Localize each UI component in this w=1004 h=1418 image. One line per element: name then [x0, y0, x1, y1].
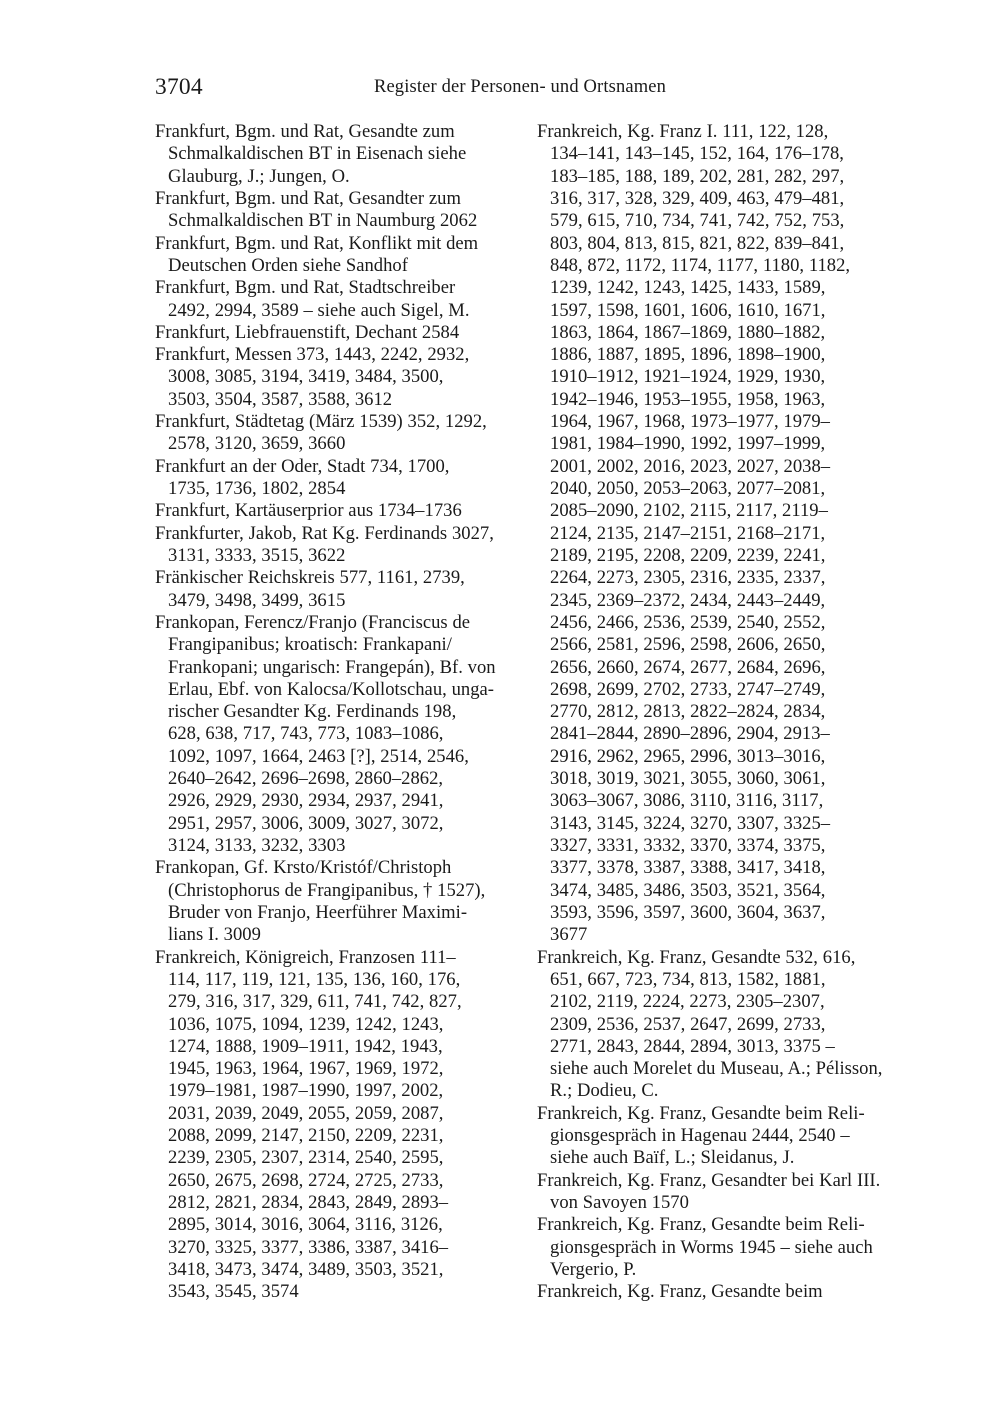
entry-line: Frankreich, Kg. Franz, Gesandter bei Karl III.: [537, 1169, 881, 1191]
entry-frankreich-kg-franz-gesandter-karl-iii-savoyen: [537, 1170, 907, 1215]
entry-line: siehe auch Morelet du Museau, A.; Pélisson,: [550, 1058, 883, 1080]
entry-line: 1092, 1097, 1664, 2463 [?], 2514, 2546,: [168, 745, 469, 767]
entry-line: lians I. 3009: [168, 924, 261, 946]
entry-frankfurt-kartaeuserprior: [155, 500, 525, 522]
entry-frankreich-kg-franz-gesandte-worms: [537, 1214, 907, 1281]
entry-line: 3327, 3331, 3332, 3370, 3374, 3375,: [550, 835, 826, 856]
entry-frankreich-kg-franz-gesandte-beim: [537, 1281, 907, 1303]
entry-line: 3270, 3325, 3377, 3386, 3387, 3416–: [168, 1236, 449, 1258]
entry-frankfurt-bgm-rat-gesandte-eisenach: [155, 121, 525, 188]
entry-line: 3131, 3333, 3515, 3622: [168, 544, 346, 566]
entry-line: Frankfurt, Bgm. und Rat, Gesandter zum: [155, 187, 461, 209]
entry-fraenkischer-reichskreis: [155, 567, 525, 612]
entry-line: 1910–1912, 1921–1924, 1929, 1930,: [550, 366, 826, 388]
entry-line: Frankreich, Kg. Franz, Gesandte beim: [537, 1281, 823, 1303]
entry-line: 2926, 2929, 2930, 2934, 2937, 2941,: [168, 790, 444, 812]
entry-line: 3418, 3473, 3474, 3489, 3503, 3521,: [168, 1258, 444, 1280]
entry-line: 3018, 3019, 3021, 3055, 3060, 3061,: [550, 768, 826, 790]
entry-frankopan-ferencz-franjo: [155, 612, 525, 857]
entry-line: 2189, 2195, 2208, 2209, 2239, 2241,: [550, 544, 826, 566]
entry-line: Frankfurt, Städtetag (März 1539) 352, 1292,: [155, 411, 487, 433]
entry-line: 1735, 1736, 1802, 2854: [168, 478, 346, 499]
entry-frankfurt-liebfrauenstift-dechant: [155, 322, 525, 344]
entry-line: 3124, 3133, 3232, 3303: [168, 835, 346, 856]
entry-line: 1036, 1075, 1094, 1239, 1242, 1243,: [168, 1013, 444, 1035]
entry-line: siehe auch Baïf, L.; Sleidanus, J.: [550, 1147, 795, 1169]
entry-line: Frankfurt, Bgm. und Rat, Stadtschreiber: [155, 277, 456, 299]
entry-line: Frankfurter, Jakob, Rat Kg. Ferdinands 3027,: [155, 522, 494, 544]
entry-line: gionsgespräch in Worms 1945 – siehe auch: [550, 1236, 873, 1258]
entry-line: 2841–2844, 2890–2896, 2904, 2913–: [550, 723, 830, 745]
entry-line: 2102, 2119, 2224, 2273, 2305–2307,: [550, 991, 825, 1013]
entry-line: 579, 615, 710, 734, 741, 742, 752, 753,: [550, 210, 845, 232]
entry-line: 2001, 2002, 2016, 2023, 2027, 2038–: [550, 455, 831, 477]
entry-line: (Christophorus de Frangipanibus, † 1527),: [168, 879, 486, 901]
entry-line: Frankopan, Gf. Krsto/Kristóf/Christoph: [155, 857, 452, 879]
entry-line: 2309, 2536, 2537, 2647, 2699, 2733,: [550, 1013, 826, 1035]
entry-line: 2770, 2812, 2813, 2822–2824, 2834,: [550, 701, 826, 723]
entry-line: 2124, 2135, 2147–2151, 2168–2171,: [550, 522, 826, 544]
entry-line: 2456, 2466, 2536, 2539, 2540, 2552,: [550, 611, 826, 633]
entry-line: Frankopani; ungarisch: Frangepán), Bf. von: [168, 656, 496, 678]
entry-line: 1981, 1984–1990, 1992, 1997–1999,: [550, 433, 826, 455]
entry-line: 2566, 2581, 2596, 2598, 2606, 2650,: [550, 634, 826, 656]
entry-line: 3593, 3596, 3597, 3600, 3604, 3637,: [550, 901, 826, 923]
entry-line: 2812, 2821, 2834, 2843, 2849, 2893–: [168, 1192, 449, 1213]
entry-line: 183–185, 188, 189, 202, 281, 282, 297,: [550, 165, 845, 187]
entry-line: Frankreich, Kg. Franz, Gesandte beim Reli-: [537, 1102, 865, 1124]
entry-frankreich-koenigreich-franzosen: [155, 947, 525, 1304]
entry-line: 2492, 2994, 3589 – siehe auch Sigel, M.: [168, 299, 470, 321]
entry-line: Schmalkaldischen BT in Naumburg 2062: [168, 210, 478, 232]
entry-frankfurt-messen: [155, 344, 525, 411]
entry-line: 2031, 2039, 2049, 2055, 2059, 2087,: [168, 1102, 444, 1124]
entry-line: 1886, 1887, 1895, 1896, 1898–1900,: [550, 344, 826, 366]
entry-line: 1945, 1963, 1964, 1967, 1969, 1972,: [168, 1058, 444, 1080]
entry-line: 316, 317, 328, 329, 409, 463, 479–481,: [550, 187, 845, 209]
entry-line: 3008, 3085, 3194, 3419, 3484, 3500,: [168, 366, 444, 388]
entry-frankopan-krsto-kristof-christoph: [155, 857, 525, 946]
entry-line: 2650, 2675, 2698, 2724, 2725, 2733,: [168, 1169, 444, 1191]
entry-line: 3479, 3498, 3499, 3615: [168, 589, 346, 611]
entry-line: 1597, 1598, 1601, 1606, 1610, 1671,: [550, 299, 826, 321]
index-column-left: [155, 121, 525, 1304]
entry-line: 3543, 3545, 3574: [168, 1281, 299, 1303]
entry-line: R.; Dodieu, C.: [550, 1080, 659, 1102]
entry-line: Deutschen Orden siehe Sandhof: [168, 254, 408, 276]
entry-line: 3143, 3145, 3224, 3270, 3307, 3325–: [550, 812, 831, 834]
entry-line: 2088, 2099, 2147, 2150, 2209, 2231,: [168, 1125, 444, 1147]
entry-frankreich-kg-franz-gesandte: [537, 947, 907, 1103]
entry-line: Frankreich, Kg. Franz I. 111, 122, 128,: [537, 121, 829, 142]
entry-line: 1274, 1888, 1909–1911, 1942, 1943,: [168, 1035, 443, 1057]
entry-line: 1979–1981, 1987–1990, 1997, 2002,: [168, 1080, 444, 1102]
entry-line: 1239, 1242, 1243, 1425, 1433, 1589,: [550, 277, 826, 299]
entry-line: 2578, 3120, 3659, 3660: [168, 433, 346, 455]
entry-line: rischer Gesandter Kg. Ferdinands 198,: [168, 701, 457, 723]
entry-line: 3063–3067, 3086, 3110, 3116, 3117,: [550, 790, 824, 812]
entry-frankfurt-bgm-rat-gesandter-naumburg: [155, 188, 525, 233]
entry-line: 3474, 3485, 3486, 3503, 3521, 3564,: [550, 879, 826, 901]
entry-line: 2916, 2962, 2965, 2996, 3013–3016,: [550, 745, 826, 767]
entry-line: Frankfurt an der Oder, Stadt 734, 1700,: [155, 455, 450, 477]
entry-line: 2698, 2699, 2702, 2733, 2747–2749,: [550, 678, 826, 700]
entry-line: Frankreich, Königreich, Franzosen 111–: [155, 946, 456, 968]
entry-line: Frankfurt, Bgm. und Rat, Konflikt mit dem: [155, 232, 479, 254]
entry-frankfurt-an-der-oder-stadt: [155, 456, 525, 501]
entry-line: gionsgespräch in Hagenau 2444, 2540 –: [550, 1125, 850, 1147]
entry-line: Frankreich, Kg. Franz, Gesandte 532, 616,: [537, 946, 856, 968]
entry-frankreich-kg-franz-i: [537, 121, 907, 947]
running-head: [155, 72, 885, 102]
entry-line: von Savoyen 1570: [550, 1192, 689, 1213]
entry-line: 134–141, 143–145, 152, 164, 176–178,: [550, 143, 844, 165]
entry-frankfurt-bgm-rat-konflikt-deutscher-orden: [155, 233, 525, 278]
index-column-right: [537, 121, 907, 1304]
entry-line: Vergerio, P.: [550, 1258, 637, 1280]
entry-line: 2895, 3014, 3016, 3064, 3116, 3126,: [168, 1214, 443, 1236]
entry-line: 2345, 2369–2372, 2434, 2443–2449,: [550, 589, 826, 611]
entry-line: Frankreich, Kg. Franz, Gesandte beim Reli-: [537, 1214, 865, 1236]
entry-frankfurt-bgm-rat-stadtschreiber: [155, 277, 525, 322]
entry-frankfurter-jakob: [155, 523, 525, 568]
entry-line: Frankfurt, Bgm. und Rat, Gesandte zum: [155, 121, 455, 142]
entry-line: 3503, 3504, 3587, 3588, 3612: [168, 388, 393, 410]
entry-line: 2656, 2660, 2674, 2677, 2684, 2696,: [550, 656, 826, 678]
entry-frankfurt-staedtetag: [155, 411, 525, 456]
entry-line: 651, 667, 723, 734, 813, 1582, 1881,: [550, 968, 826, 990]
entry-line: 2040, 2050, 2053–2063, 2077–2081,: [550, 478, 826, 499]
entry-line: 1863, 1864, 1867–1869, 1880–1882,: [550, 321, 826, 343]
entry-line: Frankfurt, Kartäuserprior aus 1734–1736: [155, 500, 462, 522]
page-number: 3704: [155, 74, 203, 100]
running-title: Register der Personen- und Ortsnamen: [373, 77, 667, 97]
entry-line: 1942–1946, 1953–1955, 1958, 1963,: [550, 388, 826, 410]
entry-line: 628, 638, 717, 743, 773, 1083–1086,: [168, 723, 444, 745]
entry-frankreich-kg-franz-gesandte-hagenau: [537, 1103, 907, 1170]
entry-line: 279, 316, 317, 329, 611, 741, 742, 827,: [168, 991, 462, 1013]
entry-line: 2264, 2273, 2305, 2316, 2335, 2337,: [550, 567, 826, 589]
entry-line: Erlau, Ebf. von Kalocsa/Kollotschau, unga-: [168, 678, 495, 700]
entry-line: 2951, 2957, 3006, 3009, 3027, 3072,: [168, 812, 444, 834]
entry-line: Frankopan, Ferencz/Franjo (Franciscus de: [155, 611, 471, 633]
entry-line: 2640–2642, 2696–2698, 2860–2862,: [168, 768, 444, 790]
entry-line: 803, 804, 813, 815, 821, 822, 839–841,: [550, 232, 845, 254]
entry-line: Bruder von Franjo, Heerführer Maximi-: [168, 901, 468, 923]
entry-line: 2771, 2843, 2844, 2894, 3013, 3375 –: [550, 1035, 835, 1057]
entry-line: Schmalkaldischen BT in Eisenach siehe: [168, 143, 467, 165]
entry-line: Frangipanibus; kroatisch: Frankapani/: [168, 634, 452, 656]
entry-line: Fränkischer Reichskreis 577, 1161, 2739,: [155, 567, 465, 589]
entry-line: 1964, 1967, 1968, 1973–1977, 1979–: [550, 411, 830, 433]
entry-line: Frankfurt, Messen 373, 1443, 2242, 2932,: [155, 344, 470, 366]
entry-line: 2085–2090, 2102, 2115, 2117, 2119–: [550, 500, 828, 522]
entry-line: 3677: [550, 924, 588, 946]
entry-line: Frankfurt, Liebfrauenstift, Dechant 2584: [155, 321, 460, 343]
entry-line: 114, 117, 119, 121, 135, 136, 160, 176,: [168, 968, 461, 990]
entry-line: 3377, 3378, 3387, 3388, 3417, 3418,: [550, 857, 826, 879]
entry-line: Glauburg, J.; Jungen, O.: [168, 165, 350, 187]
entry-line: 2239, 2305, 2307, 2314, 2540, 2595,: [168, 1147, 444, 1169]
entry-line: 848, 872, 1172, 1174, 1177, 1180, 1182,: [550, 254, 851, 276]
index-columns: [155, 121, 907, 1304]
